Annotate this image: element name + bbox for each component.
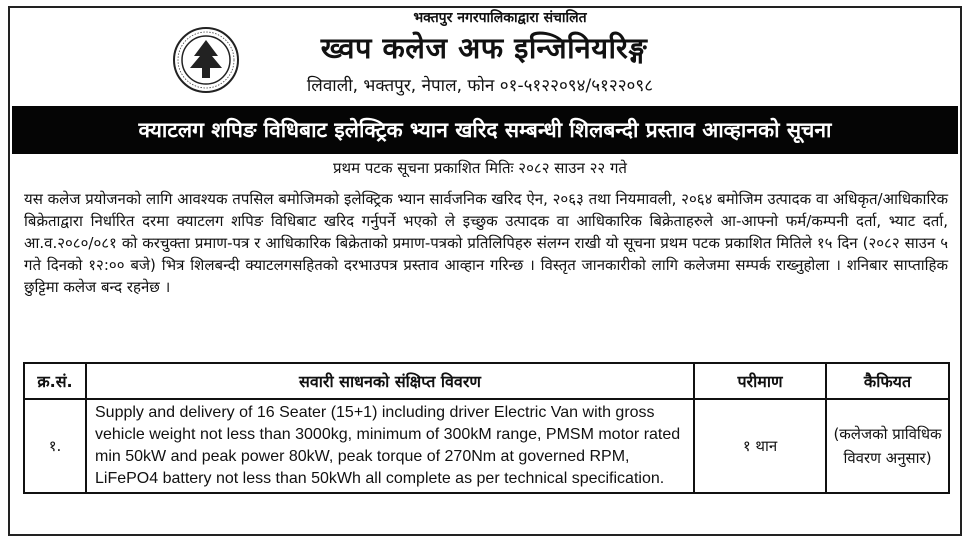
table-header-row <box>24 363 949 399</box>
college-logo-emblem <box>172 26 240 94</box>
notice-title-banner <box>12 106 958 154</box>
row-serial-number: १. <box>24 399 86 493</box>
notice-body: यस कलेज प्रयोजनको लागि आवश्यक तपसिल बमोजिमको इलेक्ट्रिक भ्यान सार्वजनिक खरिद ऐन, २०६३ तथा नियमावली, २०६४ बमोजिम उत्पादक वा अधिकृत/आधिकारिक बिक्रेताद्वारा निर्धारित दरमा क्याटलग शपिङ विधिबाट खरिद गर्नुपर्ने भएको ले इच्छुक उत्पादक वा आधिकारिक बिक्रेताहरुले आ-आफ्नो फर्म/कम्पनी दर्ता, भ्याट दर्ता, आ.व.२०८०/०८१ को करचुक्ता प्रमाण-पत्र र आधिकारिक बिक्रेताको प्रमाण-पत्रको प्रतिलिपिहरु संलग्न राखी यो सूचना प्रथम पटक प्रकाशित मितिले १५ दिन (२०८२ साउन ५ गते दिनको १२:०० बजे) भित्र शिलबन्दी क्याटलगसहितको दरभाउपत्र प्रस्ताव आव्हान गरिन्छ । विस्तृत जानकारीको लागि कलेजमा सम्पर्क राख्नुहोला । शनिबार साप्ताहिक छुट्टिमा कलेज बन्द रहनेछ । <box>24 190 948 296</box>
college-address: लिवाली, भक्तपुर, नेपाल, फोन ०१-५१२२०९४/५१२२०९८ <box>306 76 654 96</box>
college-name: ख्वप कलेज अफ इन्जिनियरिङ्ग <box>320 31 648 65</box>
row-description: Supply and delivery of 16 Seater (15+1) including driver Electric Van with gross vehicle weight not less than 3000kg, minimum of 300kM range, PMSM motor rated min 50kW and peak power 80kW, peak torque of 270Nm at governed RPM, LiFePO4 battery not less than 50kWh all complete as per technical specification. <box>86 399 694 493</box>
header-quantity: परीमाण <box>694 363 826 399</box>
header-description: सवारी साधनको संक्षिप्त विवरण <box>86 363 694 399</box>
notice-title: क्याटलग शपिङ विधिबाट इलेक्ट्रिक भ्यान खरिद सम्बन्धी शिलबन्दी प्रस्ताव आव्हानको सूचना <box>138 118 832 142</box>
items-table <box>23 362 950 494</box>
header-serial-number: क्र.सं. <box>24 363 86 399</box>
table-row <box>24 399 949 493</box>
row-quantity: १ थान <box>694 399 826 493</box>
governing-body-line: भक्तपुर नगरपालिकाद्वारा संचालित <box>413 10 587 26</box>
row-remarks: (कलेजको प्राविधिक विवरण अनुसार) <box>826 399 949 493</box>
header-remarks: कैफियत <box>826 363 949 399</box>
publication-date: प्रथम पटक सूचना प्रकाशित मितिः २०८२ साउन २२ गते <box>333 159 627 177</box>
